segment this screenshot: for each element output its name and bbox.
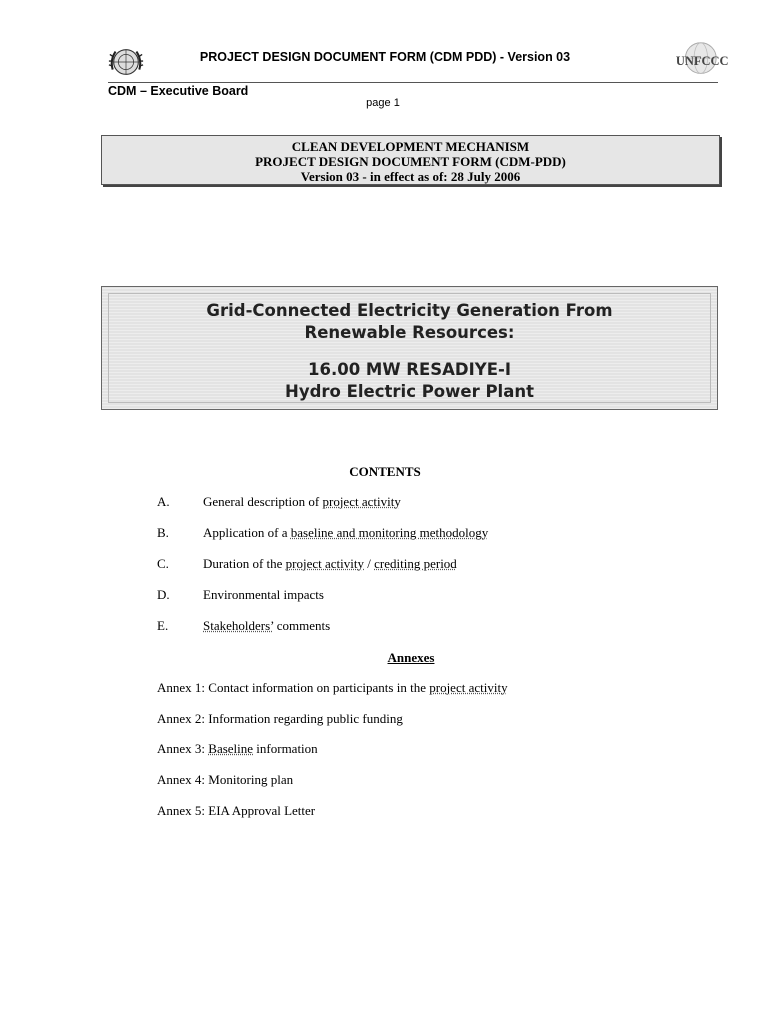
toc-link: project activity bbox=[285, 556, 365, 571]
form-title-box bbox=[101, 135, 720, 185]
header-rule bbox=[108, 82, 718, 83]
annexes-heading-text: Annexes bbox=[387, 650, 435, 665]
toc-item-d bbox=[157, 587, 324, 603]
annex-item-2 bbox=[157, 711, 403, 727]
page-number-text: page 1 bbox=[366, 97, 400, 109]
toc-text: General description of bbox=[203, 494, 323, 509]
executive-board-label: CDM – Executive Board bbox=[108, 84, 249, 98]
toc-link: Stakeholders’ bbox=[203, 618, 274, 633]
toc-link: project activity bbox=[322, 494, 401, 509]
annex-item-3 bbox=[157, 741, 318, 757]
toc-text: Environmental impacts bbox=[203, 587, 324, 602]
unfccc-logo bbox=[672, 40, 729, 80]
toc-letter: B. bbox=[157, 525, 169, 540]
annex-text: Annex 3: bbox=[157, 741, 209, 756]
toc-separator: / bbox=[364, 556, 375, 571]
toc-item-e bbox=[157, 618, 330, 634]
toc-text: Duration of the bbox=[203, 556, 286, 571]
toc-letter: E. bbox=[157, 618, 169, 633]
toc-link: baseline and monitoring methodology bbox=[290, 525, 489, 540]
annex-link: project activity bbox=[429, 680, 508, 695]
toc-link-2: crediting period bbox=[374, 556, 457, 571]
project-title-inner bbox=[108, 293, 711, 403]
toc-letter: A. bbox=[157, 494, 170, 509]
toc-letter: C. bbox=[157, 556, 169, 571]
annex-item-4 bbox=[157, 772, 293, 788]
toc-letter: D. bbox=[157, 587, 170, 602]
toc-item-a bbox=[157, 494, 401, 510]
annex-text: Annex 4: Monitoring plan bbox=[157, 772, 294, 787]
annex-text-post: information bbox=[253, 741, 318, 756]
form-title-line-3: Version 03 - in effect as of: 28 July 2006 bbox=[300, 169, 521, 184]
project-title-box bbox=[101, 286, 718, 410]
svg-text:UNFCCC: UNFCCC bbox=[675, 53, 729, 68]
form-title-line-2: PROJECT DESIGN DOCUMENT FORM (CDM-PDD) bbox=[255, 154, 566, 169]
annex-text: Annex 1: Contact information on participants in the bbox=[157, 680, 430, 695]
annex-text: Annex 2: Information regarding public funding bbox=[157, 711, 403, 726]
project-title-line-4: Hydro Electric Power Plant bbox=[285, 382, 534, 401]
annex-text: Annex 5: EIA Approval Letter bbox=[157, 803, 316, 818]
page-number bbox=[0, 97, 770, 109]
toc-item-b bbox=[157, 525, 488, 541]
toc-text: Application of a bbox=[203, 525, 291, 540]
form-title-line-1: CLEAN DEVELOPMENT MECHANISM bbox=[291, 139, 530, 154]
annexes-heading bbox=[0, 650, 770, 666]
project-title-line-2: Renewable Resources: bbox=[304, 323, 515, 342]
header-title: PROJECT DESIGN DOCUMENT FORM (CDM PDD) - Version 03 bbox=[199, 50, 571, 64]
contents-heading: CONTENTS bbox=[349, 464, 421, 479]
project-title-line-3: 16.00 MW RESADIYE-I bbox=[308, 360, 511, 379]
toc-text: comments bbox=[273, 618, 331, 633]
annex-link: Baseline bbox=[208, 741, 254, 756]
project-title-line-1: Grid-Connected Electricity Generation From bbox=[206, 301, 613, 320]
annex-item-1 bbox=[157, 680, 508, 696]
annex-item-5 bbox=[157, 803, 315, 819]
toc-item-c bbox=[157, 556, 457, 572]
